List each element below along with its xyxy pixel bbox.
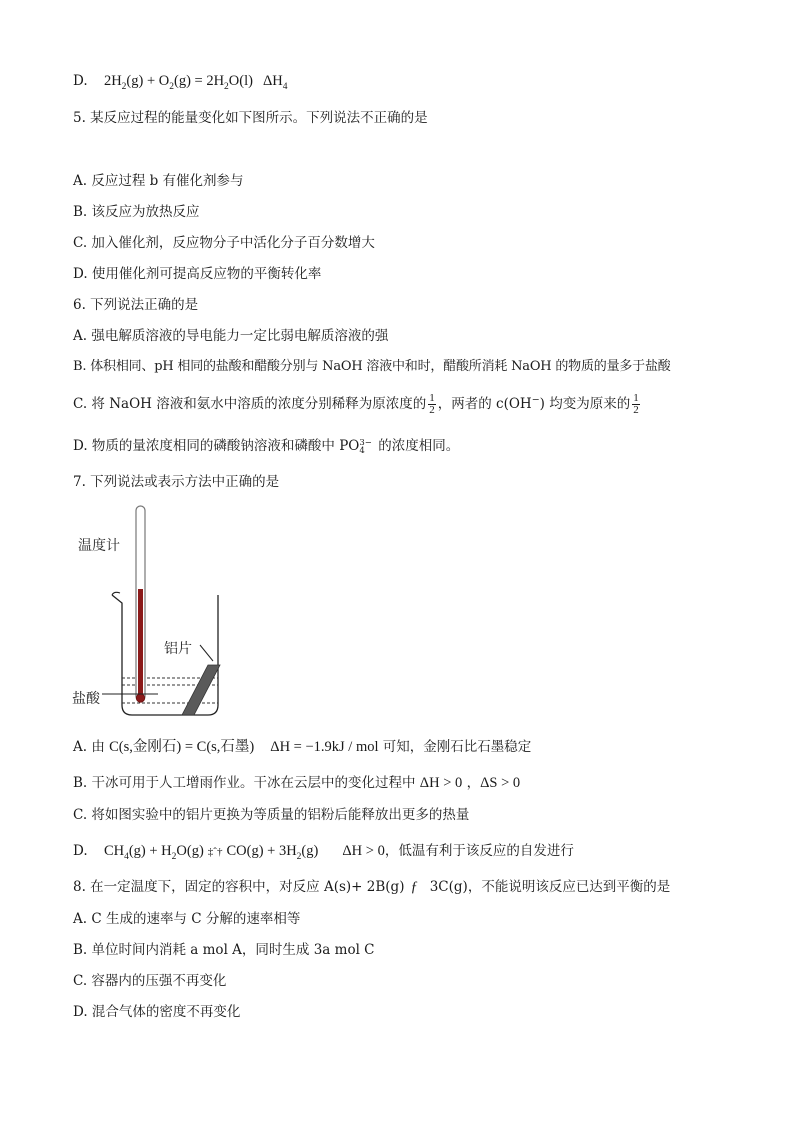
equilibrium-arrow: ‡ˆ†	[207, 845, 223, 858]
acid-label: 盐酸	[72, 691, 100, 707]
q7-option-a: A. 由 C(s,金刚石) = C(s,石墨) ΔH = −1.9kJ / mol 可知，金刚石比石墨稳定	[73, 739, 532, 755]
equation: $2H_2(g) + O_2(g) = 2H_2O(l)$ $\Delta H_4$	[103, 73, 288, 92]
q5-option-b: B. 该反应为放热反应	[73, 204, 200, 220]
fraction-half: $\frac{1}{2}$	[633, 392, 639, 416]
q7-stem: 7. 下列说法或表示方法中正确的是	[73, 474, 280, 490]
q7-option-d: D. $CH_4(g) + H_2O(g)$ ‡ˆ† $CO(g) + 3H_2(g) \Delta H > 0$，低温有利于该反应的自发进行	[73, 843, 574, 862]
equilibrium-arrow: ƒ	[410, 879, 418, 895]
q8-option-c: C. 容器内的压强不再变化	[73, 973, 227, 989]
q8-option-d: D. 混合气体的密度不再变化	[73, 1004, 241, 1020]
q5-option-d: D. 使用催化剂可提高反应物的平衡转化率	[73, 266, 322, 282]
q6-option-a: A. 强电解质溶液的导电能力一定比弱电解质溶液的强	[73, 328, 389, 344]
q7-option-c: C. 将如图实验中的铝片更换为等质量的铝粉后能释放出更多的热量	[73, 807, 470, 823]
aluminum-strip	[182, 665, 220, 715]
calorimetry-figure	[72, 503, 242, 723]
q7-option-b: B. 干冰可用于人工增雨作业。干冰在云层中的变化过程中 ΔH > 0 ，ΔS > 0	[73, 775, 521, 791]
q8-stem: 8. 在一定温度下，固定的容积中，对反应 A(s)+ 2B(g) ƒ 3C(g)，不能说明该反应已达到平衡的是	[73, 879, 671, 895]
q6-stem: 6. 下列说法正确的是	[73, 297, 199, 313]
thermometer-bulb	[136, 694, 144, 702]
q5-stem: 5. 某反应过程的能量变化如下图所示。下列说法不正确的是	[73, 110, 428, 126]
q6-option-c: C. 将 NaOH 溶液和氨水中溶质的浓度分别稀释为原浓度的 $\frac{1}{2}$ ，两者的 c(OH−) 均变为原来的 $\frac{1}{2}$	[73, 392, 639, 416]
thermometer-liquid	[138, 589, 143, 697]
q4-option-d	[73, 72, 288, 90]
q8-option-b: B. 单位时间内消耗 a mol A，同时生成 3a mol C	[73, 942, 375, 958]
q5-option-c: C. 加入催化剂，反应物分子中活化分子百分数增大	[73, 235, 375, 251]
thermometer-label: 温度计	[78, 538, 120, 554]
q6-option-b: B. 体积相同、pH 相同的盐酸和醋酸分别与 NaOH 溶液中和时，醋酸所消耗 NaOH 的物质的量多于盐酸	[73, 359, 671, 374]
label-leader	[200, 645, 213, 661]
q8-option-a: A. C 生成的速率与 C 分解的速率相等	[73, 911, 301, 927]
option-label: D.	[73, 73, 88, 89]
fraction-half: $\frac{1}{2}$	[429, 392, 435, 416]
q5-option-a: A. 反应过程 b 有催化剂参与	[73, 173, 244, 189]
q6-option-d: D. 物质的量浓度相同的磷酸钠溶液和磷酸中 PO 3− 4 的浓度相同。	[73, 437, 460, 456]
aluminum-label: 铝片	[164, 641, 192, 657]
